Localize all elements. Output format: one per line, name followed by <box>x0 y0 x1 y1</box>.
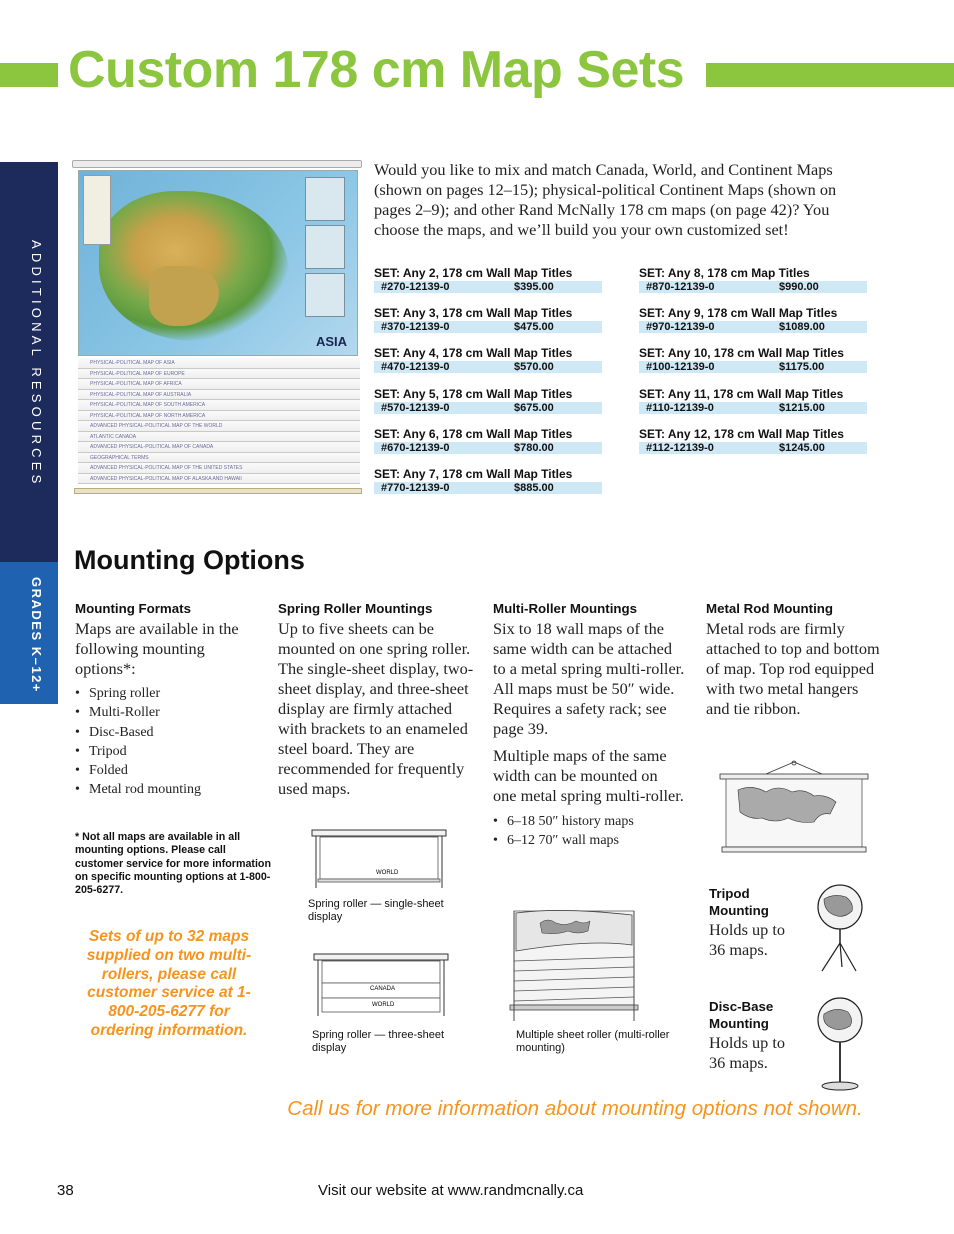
list-item: • 6–12 70″ wall maps <box>493 831 685 850</box>
set-price-row <box>374 281 602 293</box>
set-price: $1175.00 <box>779 361 825 374</box>
set-price-row <box>374 482 602 494</box>
set-code: #570-12139-0 <box>381 401 450 414</box>
map-inset <box>305 273 345 317</box>
tripod-heading-text: Tripod Mounting <box>709 886 769 918</box>
mounting-formats-list <box>75 684 265 800</box>
set-price: $990.00 <box>779 281 819 293</box>
map-set-item <box>639 427 867 454</box>
asia-map <box>78 170 358 356</box>
list-item: • Multi-Roller <box>75 703 265 722</box>
map-sheet: PHYSICAL-POLITICAL MAP OF ASIA <box>78 358 360 369</box>
multi-roller-illustration <box>500 905 646 1027</box>
multi-roller-list <box>493 812 685 851</box>
callout-text: Call us for more information about mounting options not shown. <box>287 1097 863 1120</box>
set-code: #270-12139-0 <box>381 281 450 293</box>
set-title: SET: Any 5, 178 cm Wall Map Titles <box>374 386 573 401</box>
multi-roller-caption: Multiple sheet roller (multi-roller mounting) <box>516 1029 670 1054</box>
orange-note: Sets of up to 32 maps supplied on two multi-rollers, please call customer service at 1-800-205-6277 for ordering information. <box>86 928 252 1039</box>
spring-single-caption: Spring roller — single-sheet display <box>308 898 444 923</box>
set-code: #100-12139-0 <box>646 361 715 374</box>
map-set-item <box>374 266 602 293</box>
map-sheet: ADVANCED PHYSICAL-POLITICAL MAP OF THE UNITED STATES <box>78 463 360 474</box>
map-label: ASIA <box>315 334 347 349</box>
set-price-row <box>639 321 867 333</box>
multi-roller-body-2: Multiple maps of the same width can be mounted on one metal spring multi-roller. <box>493 746 684 805</box>
map-sheet: PHYSICAL-POLITICAL MAP OF SOUTH AMERICA <box>78 400 360 411</box>
set-title: SET: Any 7, 178 cm Wall Map Titles <box>374 467 573 481</box>
set-code: #870-12139-0 <box>646 281 715 293</box>
map-set-item <box>639 306 867 333</box>
spring-three-caption: Spring roller — three-sheet display <box>312 1029 445 1054</box>
set-price: $1245.00 <box>779 441 825 454</box>
metal-rod-illustration <box>718 760 870 860</box>
map-set-item <box>639 266 867 293</box>
spring-roller-three-illustration <box>312 950 452 1022</box>
header-bar-right <box>706 63 954 87</box>
map-sheet: ADVANCED PHYSICAL-POLITICAL MAP OF THE WORLD <box>78 421 360 432</box>
map-set-item <box>374 467 602 494</box>
multi-roller-text <box>493 619 685 851</box>
page-number: 38 <box>57 1182 74 1199</box>
set-code: #112-12139-0 <box>646 441 714 454</box>
list-item: • 6–18 50″ history maps <box>493 812 685 831</box>
metal-rod-body: Metal rods are firmly attached to top and bottom of map. Top rod equipped with two metal hangers and tie ribbon. <box>706 619 880 718</box>
set-price: $780.00 <box>514 441 554 454</box>
map-set-image <box>72 160 362 498</box>
disc-base-heading <box>709 998 789 1032</box>
side-tab-section-label: ADDITIONAL RESOURCES <box>29 240 44 488</box>
side-tab-grades-label: GRADES K–12+ <box>29 577 44 693</box>
list-item: • Folded <box>75 761 265 780</box>
list-item: • Tripod <box>75 742 265 761</box>
set-price: $1215.00 <box>779 401 825 414</box>
set-code: #970-12139-0 <box>646 321 715 334</box>
list-item: • Metal rod mounting <box>75 780 265 799</box>
map-sheet: ATLANTIC CANADA <box>78 432 360 443</box>
map-sheet: PHYSICAL-POLITICAL MAP OF AUSTRALIA <box>78 390 360 401</box>
mounting-formats-heading: Mounting Formats <box>75 601 191 616</box>
tripod-body: Holds up to 36 maps. <box>709 920 785 959</box>
intro-text: Would you like to mix and match Canada, World, and Continent Maps (shown on pages 12–15); physical-political Continent Maps (shown on pages 2–9); and other Rand McNally 178 cm maps (on page 42)? You choose the maps, and we’ll build you your own customized set! <box>374 160 837 239</box>
set-title: SET: Any 10, 178 cm Wall Map Titles <box>639 346 844 361</box>
availability-note: * Not all maps are available in all mounting options. Please call customer service for more information on specific mounting options at 1-800-205-6277. <box>75 831 271 897</box>
spring-single-sheet-label: WORLD <box>376 870 399 876</box>
set-title: SET: Any 8, 178 cm Map Titles <box>639 266 810 280</box>
spring-three-sheet-label-1: CANADA <box>370 986 396 992</box>
map-sheet: PHYSICAL-POLITICAL MAP OF NORTH AMERICA <box>78 411 360 422</box>
disc-base-body: Holds up to 36 maps. <box>709 1033 785 1072</box>
set-price: $570.00 <box>514 361 554 374</box>
map-roller <box>72 160 362 168</box>
set-price-row <box>639 361 867 373</box>
mounting-options-title: Mounting Options <box>74 545 305 575</box>
set-price: $395.00 <box>514 281 554 293</box>
set-price: $885.00 <box>514 482 554 494</box>
tripod-illustration <box>808 883 868 975</box>
map-legend <box>83 175 111 245</box>
map-inset <box>305 177 345 221</box>
set-price-row <box>639 442 867 454</box>
set-title: SET: Any 11, 178 cm Wall Map Titles <box>639 386 844 401</box>
list-item: • Spring roller <box>75 684 265 703</box>
multi-roller-body-1: Six to 18 wall maps of the same width can be attached to a metal spring multi-roller. All maps must be 50″ wide. Requires a safety rack; see page 39. <box>493 619 685 738</box>
spring-roller-heading: Spring Roller Mountings <box>278 601 433 616</box>
tripod-heading <box>709 885 789 919</box>
set-price-row <box>374 361 602 373</box>
set-price-row <box>374 442 602 454</box>
set-code: #670-12139-0 <box>381 441 450 454</box>
set-price: $475.00 <box>514 321 554 334</box>
map-set-item <box>374 306 602 333</box>
map-bottom-rod <box>74 488 362 494</box>
map-sheet: PHYSICAL-POLITICAL MAP OF EUROPE <box>78 369 360 380</box>
mounting-formats-text <box>75 619 265 800</box>
map-set-item <box>374 427 602 454</box>
set-price-row <box>639 402 867 414</box>
disc-base-illustration <box>810 996 868 1092</box>
mounting-formats-body: Maps are available in the following mounting options*: <box>75 619 239 678</box>
map-set-item <box>639 346 867 373</box>
map-set-item <box>374 346 602 373</box>
set-title: SET: Any 4, 178 cm Wall Map Titles <box>374 346 573 361</box>
list-item: • Disc-Based <box>75 723 265 742</box>
multi-roller-heading: Multi-Roller Mountings <box>493 601 638 616</box>
set-price-row <box>374 321 602 333</box>
website-link[interactable]: Visit our website at www.randmcnally.ca <box>318 1182 584 1199</box>
map-sheet: GEOGRAPHICAL TERMS <box>78 453 360 464</box>
set-code: #470-12139-0 <box>381 361 450 374</box>
set-title: SET: Any 3, 178 cm Wall Map Titles <box>374 306 573 321</box>
map-sheet: ADVANCED PHYSICAL-POLITICAL MAP OF CANADA <box>78 442 360 453</box>
set-price: $675.00 <box>514 401 554 414</box>
set-code: #770-12139-0 <box>381 482 450 494</box>
page-title: Custom 178 cm Map Sets <box>68 41 685 99</box>
set-title: SET: Any 6, 178 cm Wall Map Titles <box>374 426 573 441</box>
spring-roller-body: Up to five sheets can be mounted on one spring roller. The single-sheet display, two-sheet display, and three-sheet display are firmly attached with brackets to an enameled steel board. They are recommended for frequently used maps. <box>278 619 474 798</box>
set-title: SET: Any 12, 178 cm Wall Map Titles <box>639 426 844 441</box>
set-price: $1089.00 <box>779 321 825 334</box>
set-title: SET: Any 9, 178 cm Wall Map Titles <box>639 306 838 321</box>
set-price-row <box>639 281 867 293</box>
map-sheet-stack <box>78 358 360 484</box>
set-title: SET: Any 2, 178 cm Wall Map Titles <box>374 266 573 280</box>
map-set-item <box>374 387 602 414</box>
disc-base-heading-text: Disc-Base Mounting <box>709 999 774 1031</box>
spring-roller-single-illustration <box>310 824 450 894</box>
map-sheet: PHYSICAL-POLITICAL MAP OF AFRICA <box>78 379 360 390</box>
map-sheet: ADVANCED PHYSICAL-POLITICAL MAP OF ALASKA AND HAWAII <box>78 474 360 485</box>
header-bar-left <box>0 63 58 87</box>
set-code: #370-12139-0 <box>381 321 450 334</box>
set-code: #110-12139-0 <box>646 401 714 414</box>
metal-rod-heading: Metal Rod Mounting <box>706 601 834 616</box>
set-price-row <box>374 402 602 414</box>
spring-three-sheet-label-2: WORLD <box>372 1002 395 1008</box>
map-inset <box>305 225 345 269</box>
map-set-item <box>639 387 867 414</box>
